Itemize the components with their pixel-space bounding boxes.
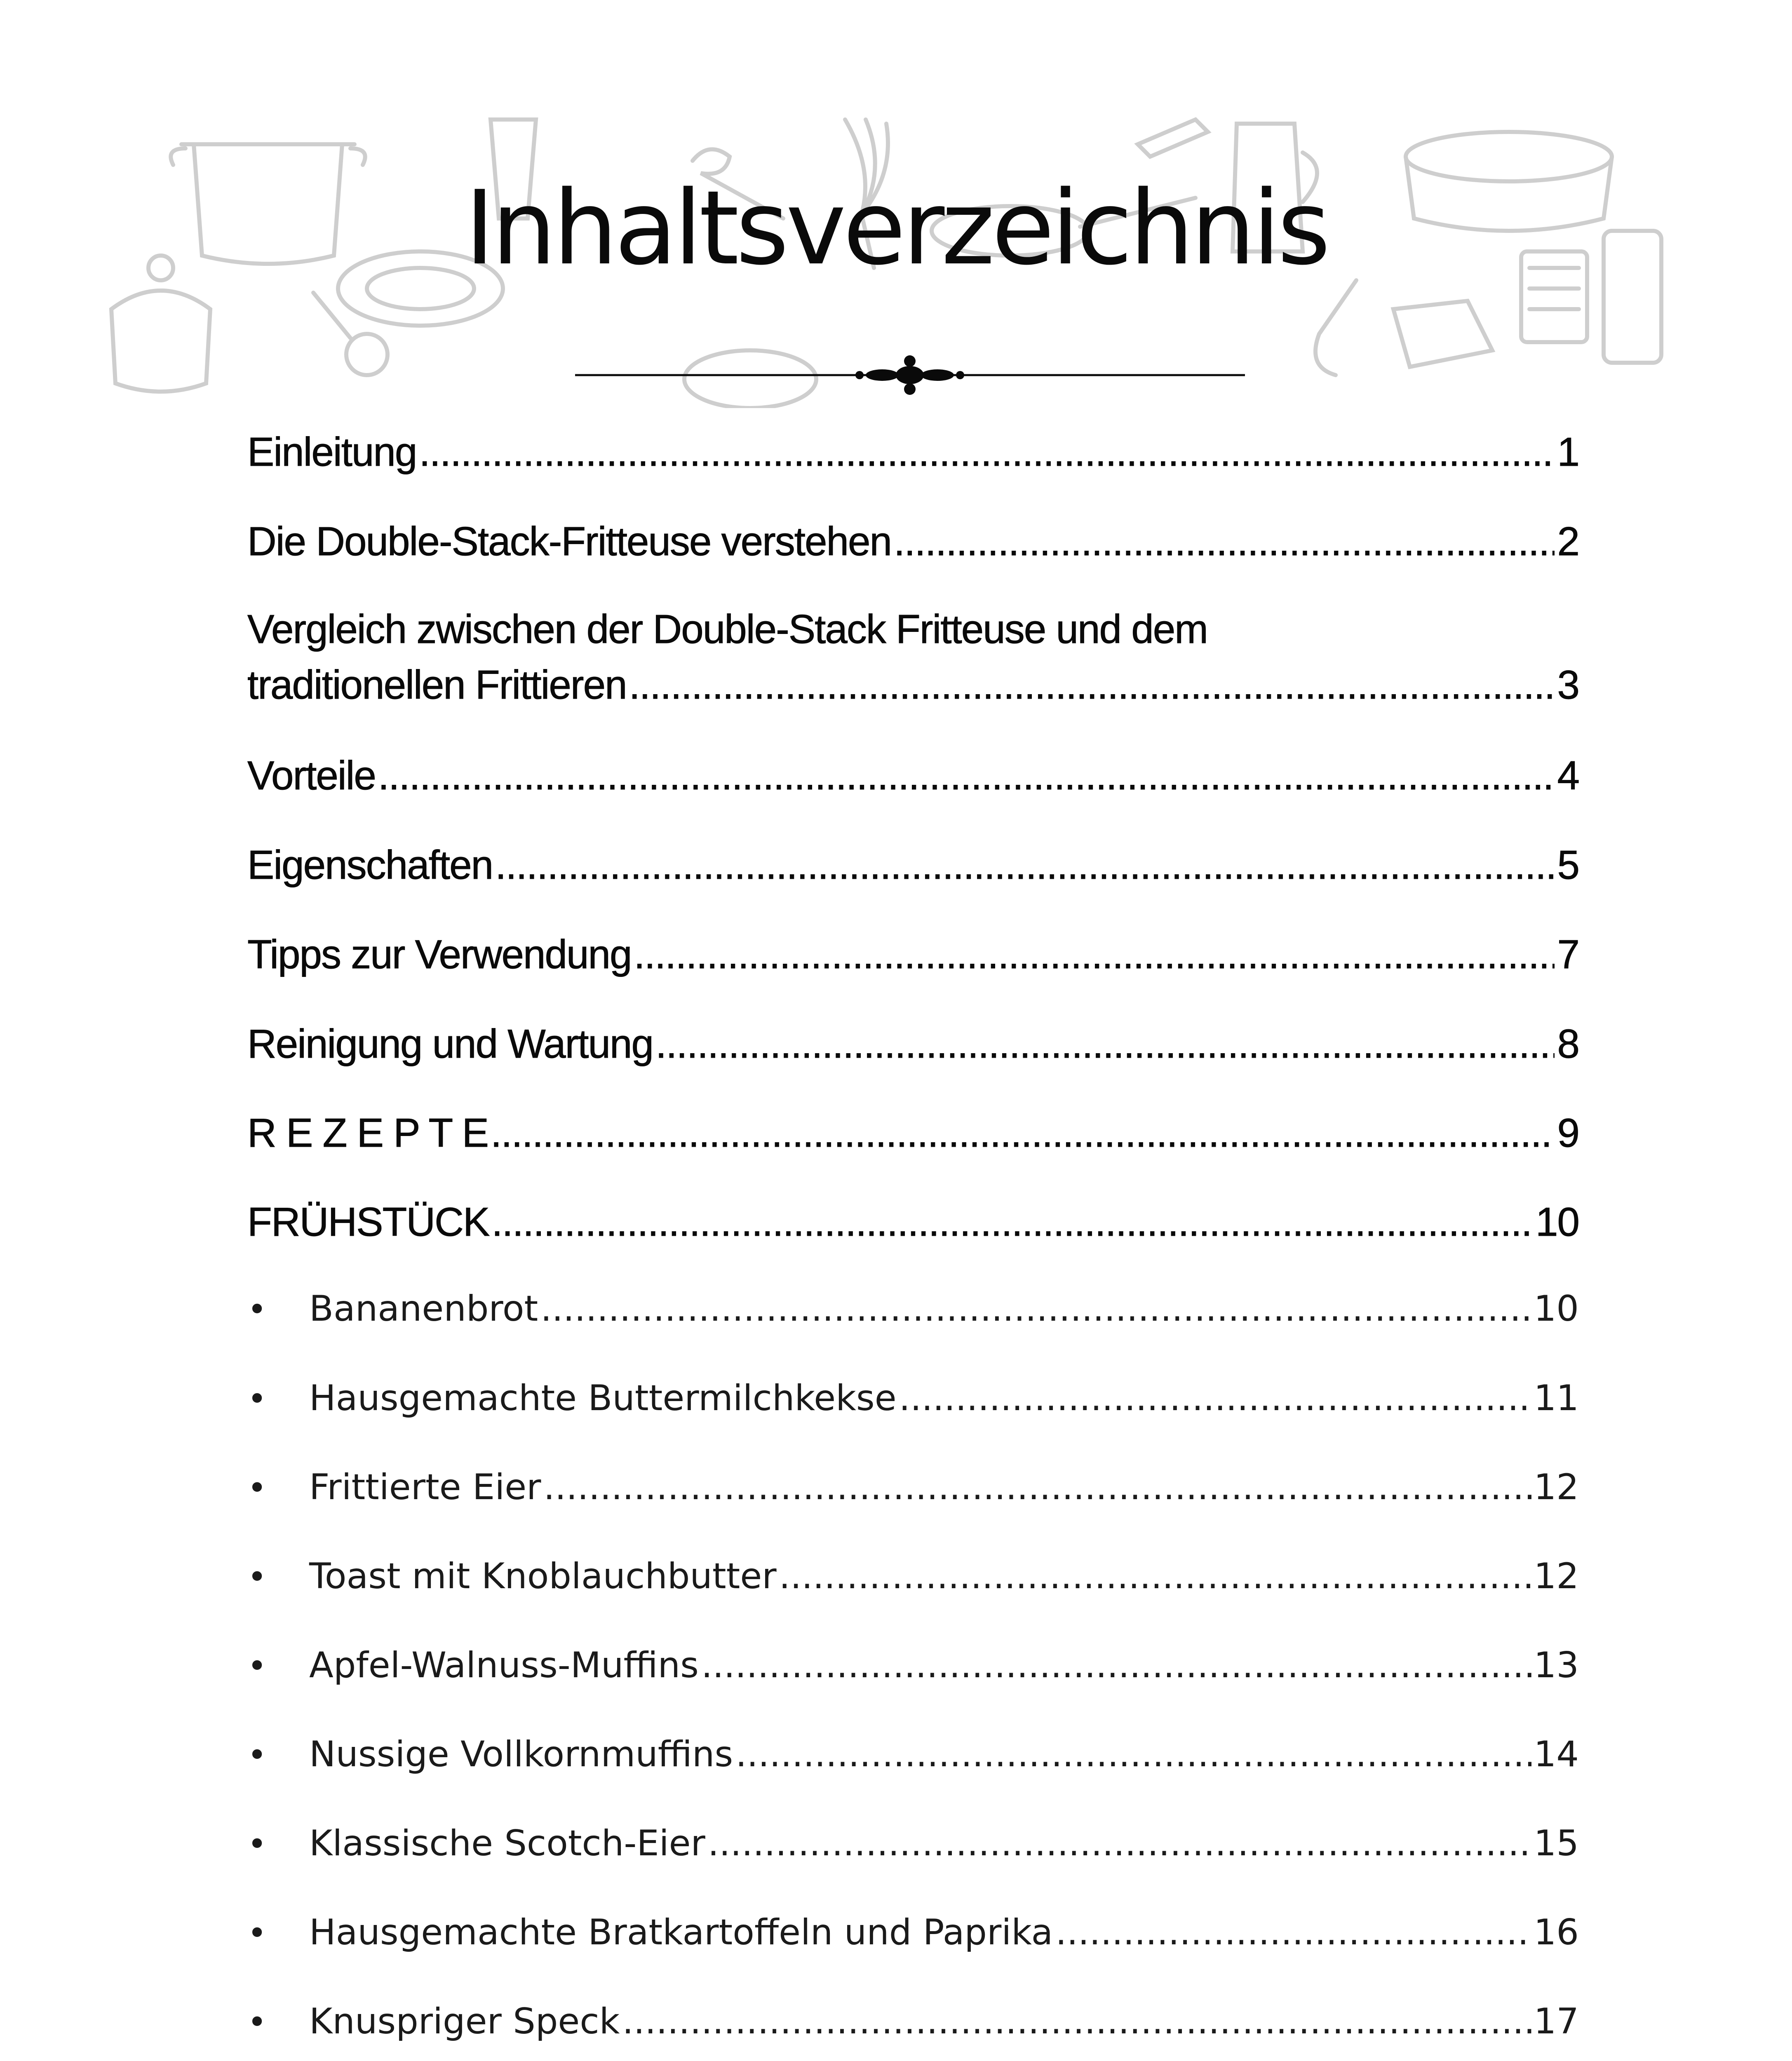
dot-leader bbox=[544, 1467, 1531, 1508]
dot-leader bbox=[634, 931, 1555, 978]
dot-leader bbox=[495, 842, 1555, 888]
dot-leader bbox=[491, 1199, 1533, 1245]
toc-entry-title-line1: Vergleich zwischen der Double-Stack Fritteuse und dem bbox=[247, 606, 1207, 652]
ornament-divider bbox=[575, 354, 1245, 396]
toc-entry[interactable] bbox=[247, 842, 1579, 888]
toc-entry-title: FRÜHSTÜCK bbox=[247, 1199, 489, 1244]
bullet-icon: • bbox=[247, 1558, 267, 1596]
toc-page-number: 2 bbox=[1557, 519, 1579, 564]
toc-entry[interactable] bbox=[247, 931, 1579, 978]
toc-page-number: 12 bbox=[1534, 1467, 1579, 1508]
toc-recipe-entry[interactable] bbox=[247, 1556, 1579, 1597]
page-title: Inhaltsverzeichnis bbox=[465, 169, 1327, 288]
toc-recipe-title: Toast mit Knoblauchbutter bbox=[309, 1556, 777, 1597]
bullet-icon: • bbox=[247, 1380, 267, 1418]
dot-leader bbox=[655, 1021, 1555, 1067]
toc-recipe-entry[interactable] bbox=[247, 1823, 1579, 1864]
toc-entry-title: Eigenschaften bbox=[247, 842, 493, 887]
toc-entry[interactable] bbox=[247, 518, 1579, 565]
dot-leader bbox=[1055, 1912, 1531, 1953]
toc-entry-title: Reinigung und Wartung bbox=[247, 1021, 653, 1066]
dot-leader bbox=[491, 1110, 1555, 1156]
toc-page-number: 1 bbox=[1557, 429, 1579, 474]
toc-entry-title: Einleitung bbox=[247, 429, 417, 474]
toc-page-number: 11 bbox=[1534, 1378, 1579, 1419]
toc-recipe-entry[interactable] bbox=[247, 2001, 1579, 2042]
dot-leader bbox=[378, 752, 1555, 799]
toc-recipe-title: Knuspriger Speck bbox=[309, 2001, 620, 2042]
dot-leader bbox=[701, 1645, 1531, 1686]
toc-recipe-entry[interactable] bbox=[247, 1467, 1579, 1508]
bullet-icon: • bbox=[247, 1914, 267, 1952]
toc-recipe-title: Klassische Scotch-Eier bbox=[309, 1823, 705, 1864]
dot-leader bbox=[899, 1378, 1531, 1419]
toc-entry-multiline[interactable] bbox=[247, 606, 1579, 708]
toc-page-number: 14 bbox=[1534, 1734, 1579, 1775]
bullet-icon: • bbox=[247, 1825, 267, 1863]
toc-recipe-entry[interactable] bbox=[247, 1912, 1579, 1953]
toc-page-number: 16 bbox=[1534, 1912, 1579, 1953]
toc-entry-title: traditionellen Frittieren bbox=[247, 662, 627, 707]
toc-page-number: 4 bbox=[1557, 753, 1579, 798]
toc-entry-title: Die Double-Stack-Fritteuse verstehen bbox=[247, 519, 892, 564]
toc-page-number: 3 bbox=[1557, 662, 1579, 707]
toc-recipe-title: Bananenbrot bbox=[309, 1288, 538, 1329]
bullet-icon: • bbox=[247, 1469, 267, 1507]
toc-recipe-entry[interactable] bbox=[247, 1378, 1579, 1419]
toc-recipe-title: Hausgemachte Bratkartoffeln und Paprika bbox=[309, 1912, 1053, 1953]
toc-recipe-title: Nussige Vollkornmuffins bbox=[309, 1734, 733, 1775]
dot-leader bbox=[622, 2001, 1531, 2042]
dot-leader bbox=[735, 1734, 1531, 1775]
toc-page-number: 15 bbox=[1534, 1823, 1579, 1864]
bullet-icon: • bbox=[247, 1736, 267, 1774]
toc-page-number: 12 bbox=[1534, 1556, 1579, 1597]
toc-entry-title: R E Z E P T E bbox=[247, 1110, 489, 1155]
toc-page-number: 9 bbox=[1557, 1110, 1579, 1155]
toc-recipe-title: Apfel-Walnuss-Muffins bbox=[309, 1645, 699, 1686]
toc-entry-title: Vorteile bbox=[247, 753, 376, 798]
toc-entry-title: Tipps zur Verwendung bbox=[247, 932, 632, 977]
dot-leader bbox=[540, 1288, 1531, 1329]
toc-page-number: 17 bbox=[1534, 2001, 1579, 2042]
toc-recipe-entry[interactable] bbox=[247, 1288, 1579, 1329]
toc-page-number: 10 bbox=[1534, 1288, 1579, 1329]
toc-entry bbox=[247, 662, 1579, 708]
toc-entry[interactable] bbox=[247, 429, 1579, 475]
toc-recipe-entry[interactable] bbox=[247, 1734, 1579, 1775]
toc-entry[interactable] bbox=[247, 1199, 1579, 1245]
toc-recipe-title: Frittierte Eier bbox=[309, 1467, 541, 1508]
toc-entry[interactable] bbox=[247, 752, 1579, 799]
toc-recipe-title: Hausgemachte Buttermilchkekse bbox=[309, 1378, 897, 1419]
dot-leader bbox=[708, 1823, 1531, 1864]
bullet-icon: • bbox=[247, 2003, 267, 2041]
dot-leader bbox=[629, 662, 1555, 708]
bullet-icon: • bbox=[247, 1290, 267, 1329]
bullet-icon: • bbox=[247, 1647, 267, 1685]
toc-entry[interactable] bbox=[247, 1110, 1579, 1156]
toc-page-number: 8 bbox=[1557, 1021, 1579, 1066]
toc-page-number: 10 bbox=[1535, 1199, 1579, 1244]
toc-recipe-entry[interactable] bbox=[247, 1645, 1579, 1686]
dot-leader bbox=[894, 518, 1555, 565]
toc-entry[interactable] bbox=[247, 1021, 1579, 1067]
toc-page-number: 5 bbox=[1557, 842, 1579, 887]
dot-leader bbox=[419, 429, 1555, 475]
toc-page-number: 13 bbox=[1534, 1645, 1579, 1686]
dot-leader bbox=[779, 1556, 1531, 1597]
toc-page-number: 7 bbox=[1557, 932, 1579, 977]
